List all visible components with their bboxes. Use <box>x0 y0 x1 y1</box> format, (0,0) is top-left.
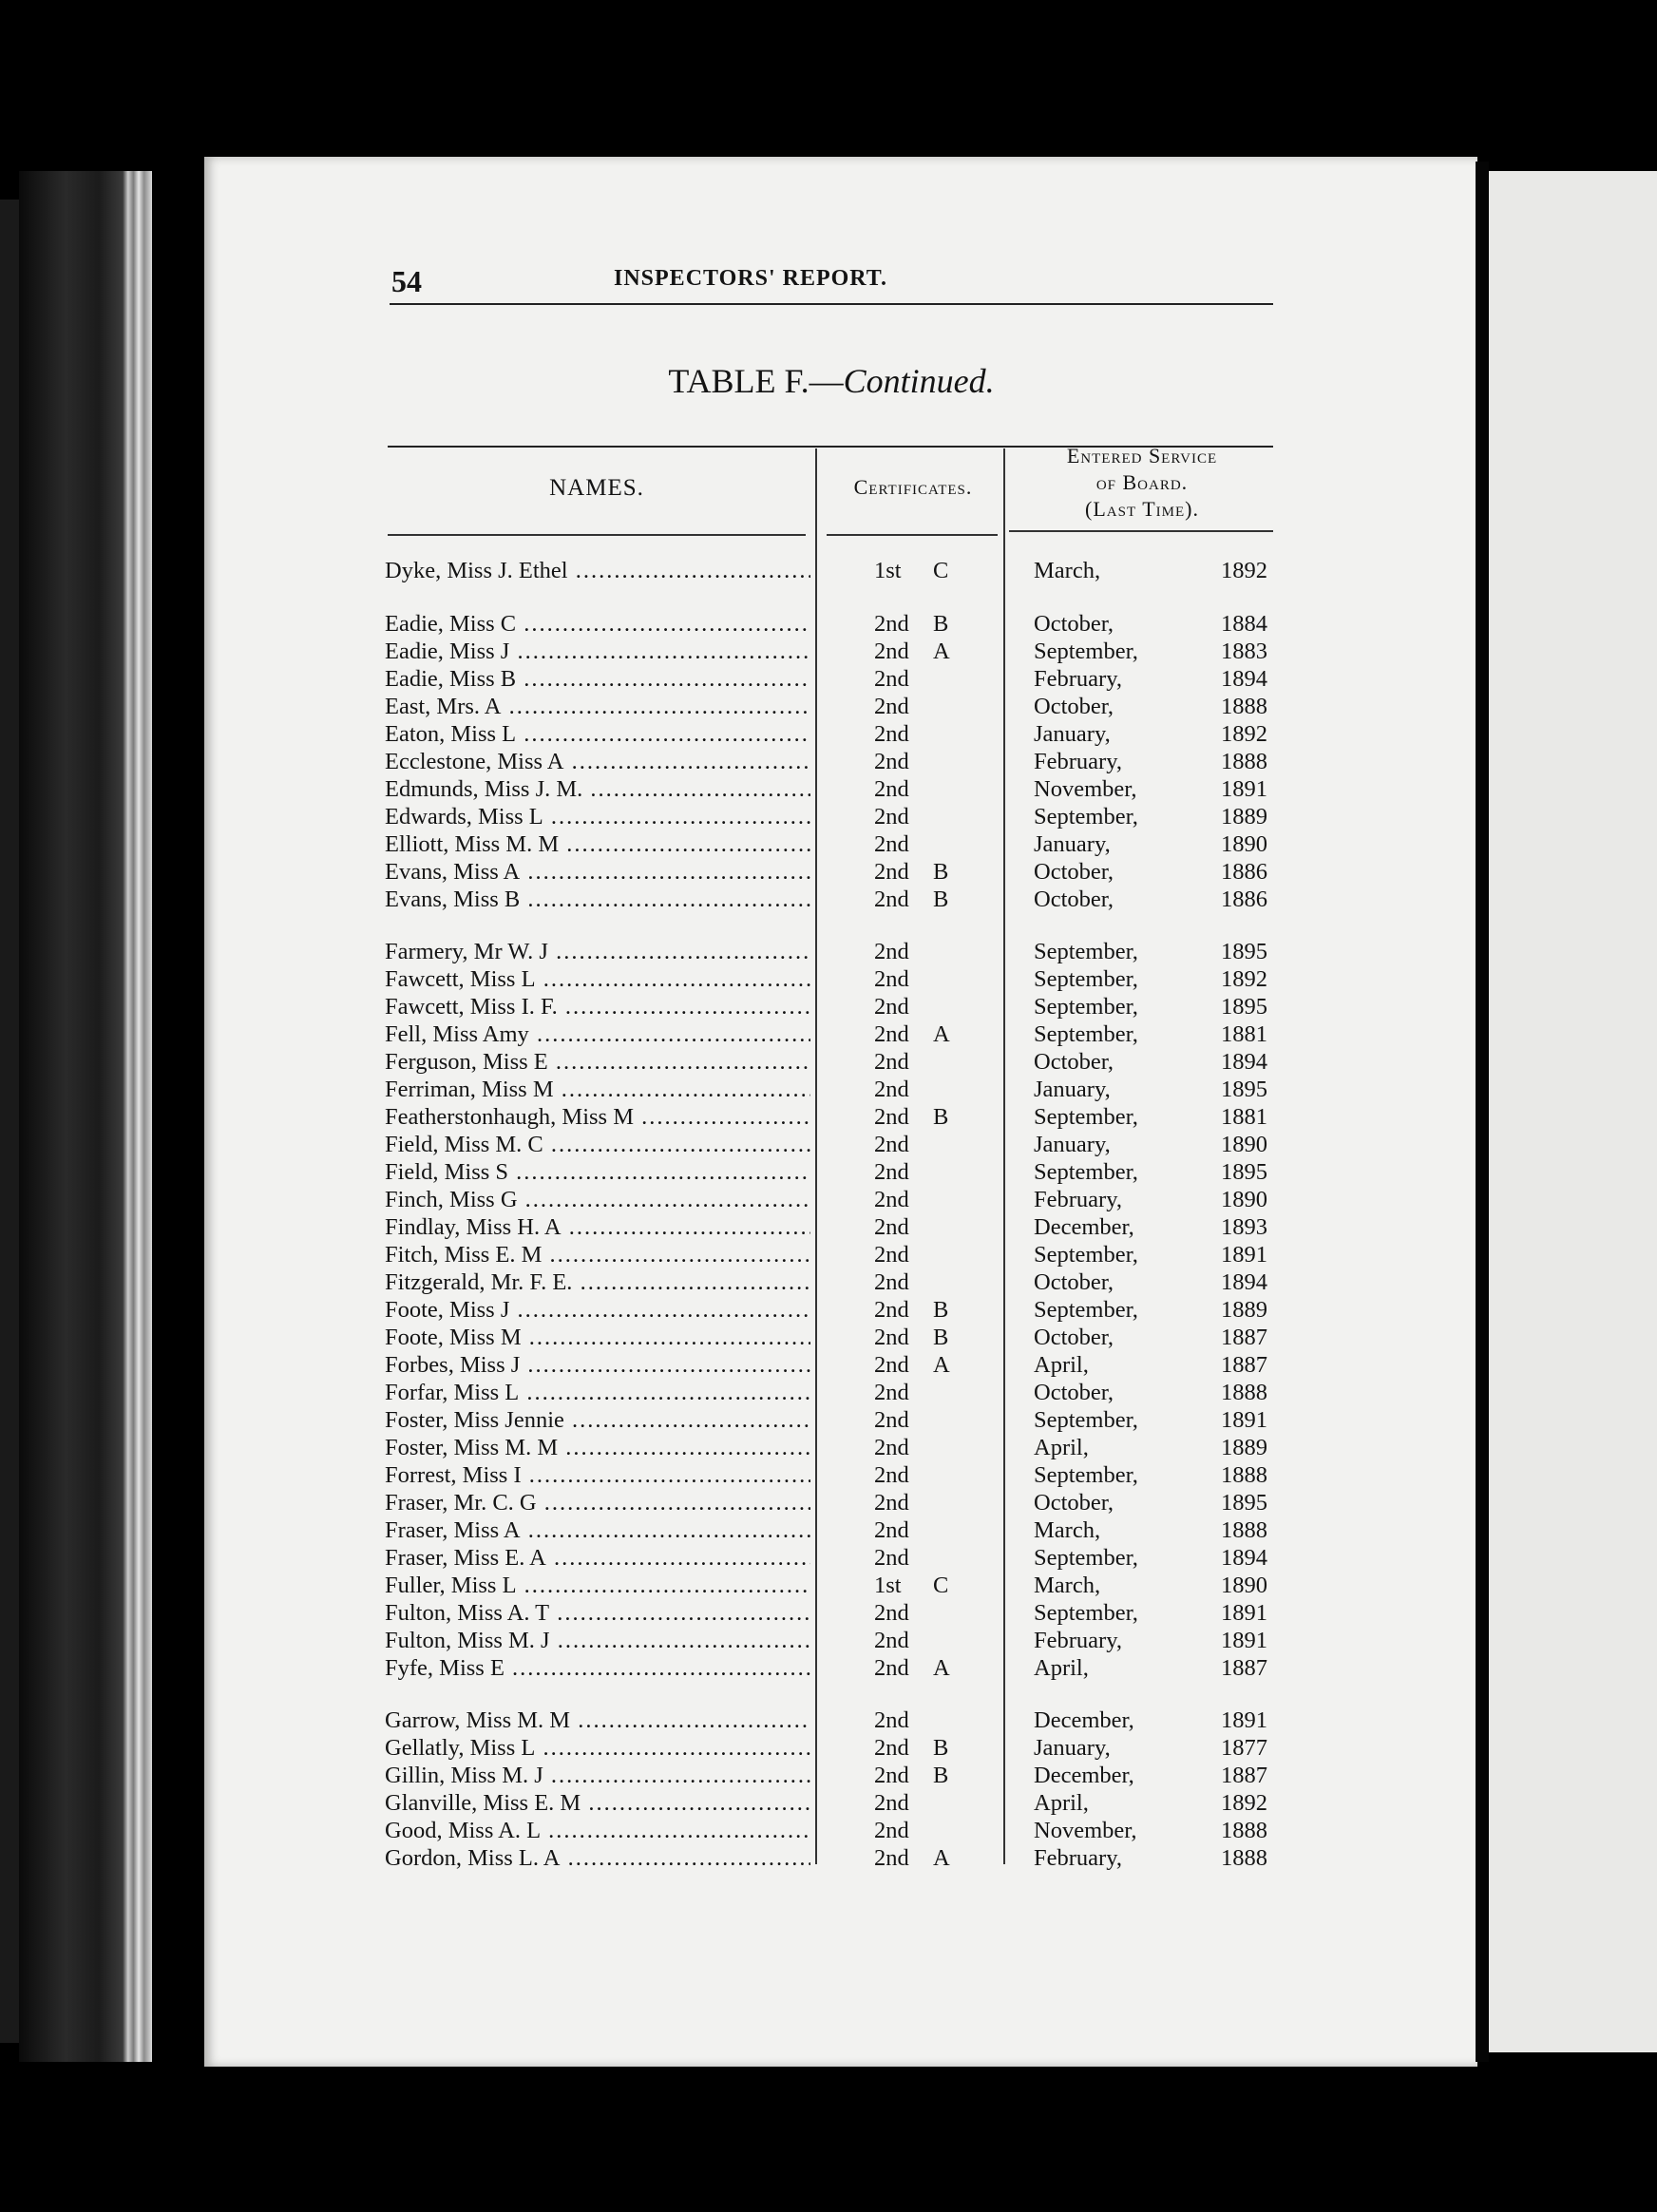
row-grade: A <box>933 1021 950 1047</box>
row-certificate: 1st <box>874 1573 902 1598</box>
row-month: January, <box>1034 1132 1111 1157</box>
row-year: 1890 <box>1221 831 1267 857</box>
row-name: Fulton, Miss A. T ..... <box>385 1600 810 1627</box>
running-head: INSPECTORS' REPORT. <box>614 266 887 291</box>
table-row <box>385 966 1283 994</box>
row-year: 1887 <box>1221 1352 1267 1378</box>
row-month: February, <box>1034 666 1122 692</box>
row-name: Field, Miss S ..... <box>385 1159 810 1186</box>
row-month: December, <box>1034 1707 1134 1733</box>
row-grade: C <box>933 1573 949 1598</box>
row-name: Ferriman, Miss M ..... <box>385 1077 810 1103</box>
row-name: Gillin, Miss M. J ..... <box>385 1763 810 1789</box>
table-row <box>385 994 1283 1021</box>
row-year: 1894 <box>1221 666 1267 692</box>
row-year: 1887 <box>1221 1325 1267 1350</box>
row-name: Fitzgerald, Mr. F. E. ..... <box>385 1269 810 1296</box>
row-month: April, <box>1034 1435 1089 1460</box>
table-row <box>385 1707 1283 1735</box>
table-row <box>385 859 1283 887</box>
header-rule <box>390 303 1273 305</box>
row-month: September, <box>1034 994 1138 1020</box>
row-grade: B <box>933 1104 949 1130</box>
row-year: 1892 <box>1221 558 1267 583</box>
row-name: Finch, Miss G ..... <box>385 1187 810 1213</box>
row-certificate: 2nd <box>874 1352 909 1378</box>
row-name: Fuller, Miss L ..... <box>385 1573 810 1599</box>
table-row <box>385 1214 1283 1242</box>
row-certificate: 2nd <box>874 1077 909 1102</box>
row-certificate: 2nd <box>874 1021 909 1047</box>
row-year: 1892 <box>1221 721 1267 747</box>
row-certificate: 2nd <box>874 1462 909 1488</box>
row-month: October, <box>1034 1380 1114 1405</box>
row-name: Forfar, Miss L ..... <box>385 1380 810 1406</box>
row-certificate: 2nd <box>874 1325 909 1350</box>
row-year: 1892 <box>1221 1790 1267 1816</box>
row-name: Fraser, Mr. C. G ..... <box>385 1490 810 1516</box>
row-year: 1894 <box>1221 1269 1267 1295</box>
row-year: 1895 <box>1221 1077 1267 1102</box>
table-row <box>385 1735 1283 1763</box>
row-year: 1890 <box>1221 1132 1267 1157</box>
row-certificate: 2nd <box>874 1790 909 1816</box>
row-year: 1881 <box>1221 1021 1267 1047</box>
row-year: 1888 <box>1221 749 1267 774</box>
row-certificate: 2nd <box>874 1132 909 1157</box>
row-year: 1884 <box>1221 611 1267 637</box>
row-year: 1891 <box>1221 776 1267 802</box>
row-month: September, <box>1034 1297 1138 1323</box>
table-row <box>385 749 1283 776</box>
table-row <box>385 1600 1283 1628</box>
row-year: 1888 <box>1221 1462 1267 1488</box>
row-month: September, <box>1034 1021 1138 1047</box>
row-certificate: 2nd <box>874 1707 909 1733</box>
row-name: Evans, Miss A ..... <box>385 859 810 886</box>
row-year: 1887 <box>1221 1763 1267 1788</box>
row-name: Fraser, Miss E. A ..... <box>385 1545 810 1572</box>
row-certificate: 2nd <box>874 1297 909 1323</box>
table-row <box>385 887 1283 914</box>
table-row <box>385 776 1283 804</box>
row-year: 1888 <box>1221 1845 1267 1871</box>
table-row <box>385 721 1283 749</box>
row-year: 1895 <box>1221 1159 1267 1185</box>
row-year: 1888 <box>1221 1517 1267 1543</box>
row-name: Edwards, Miss L ..... <box>385 804 810 830</box>
row-certificate: 2nd <box>874 859 909 885</box>
row-certificate: 2nd <box>874 1490 909 1516</box>
table-row <box>385 1407 1283 1435</box>
table-row <box>385 666 1283 694</box>
table-row <box>385 1021 1283 1049</box>
row-certificate: 2nd <box>874 1187 909 1212</box>
row-name: Gordon, Miss L. A ..... <box>385 1845 810 1872</box>
row-month: December, <box>1034 1763 1134 1788</box>
book-gutter <box>1476 162 1489 2062</box>
row-grade: B <box>933 1297 949 1323</box>
row-month: February, <box>1034 1845 1122 1871</box>
row-name: Eadie, Miss B ..... <box>385 666 810 693</box>
certificates-header-rule <box>827 534 998 536</box>
table-row <box>385 1517 1283 1545</box>
row-grade: B <box>933 1735 949 1761</box>
row-year: 1890 <box>1221 1187 1267 1212</box>
row-year: 1886 <box>1221 887 1267 912</box>
row-month: April, <box>1034 1655 1089 1681</box>
row-certificate: 2nd <box>874 1214 909 1240</box>
row-year: 1890 <box>1221 1573 1267 1598</box>
row-certificate: 2nd <box>874 1545 909 1571</box>
row-name: Elliott, Miss M. M ..... <box>385 831 810 858</box>
row-name: Fulton, Miss M. J ..... <box>385 1628 810 1654</box>
row-month: October, <box>1034 1325 1114 1350</box>
table-row <box>385 639 1283 666</box>
table-row <box>385 1462 1283 1490</box>
row-month: April, <box>1034 1352 1089 1378</box>
table-row <box>385 804 1283 831</box>
row-certificate: 2nd <box>874 1269 909 1295</box>
row-month: September, <box>1034 1600 1138 1626</box>
row-month: November, <box>1034 776 1137 802</box>
row-year: 1889 <box>1221 804 1267 830</box>
entered-header-rule <box>1009 530 1273 532</box>
row-certificate: 2nd <box>874 1380 909 1405</box>
row-certificate: 2nd <box>874 1242 909 1268</box>
table-title-continued: Continued. <box>843 362 995 400</box>
row-month: September, <box>1034 1407 1138 1433</box>
row-grade: A <box>933 1655 950 1681</box>
row-certificate: 2nd <box>874 804 909 830</box>
row-name: Ferguson, Miss E ..... <box>385 1049 810 1076</box>
row-year: 1891 <box>1221 1600 1267 1626</box>
row-certificate: 2nd <box>874 1735 909 1761</box>
table-row <box>385 1132 1283 1159</box>
row-month: September, <box>1034 639 1138 664</box>
row-certificate: 2nd <box>874 1628 909 1653</box>
row-month: September, <box>1034 804 1138 830</box>
table-row <box>385 694 1283 721</box>
row-name: Fraser, Miss A ..... <box>385 1517 810 1544</box>
row-certificate: 2nd <box>874 611 909 637</box>
row-grade: B <box>933 611 949 637</box>
column-header-entered-service <box>1009 443 1275 523</box>
row-name: Foster, Miss Jennie ..... <box>385 1407 810 1434</box>
row-month: September, <box>1034 1104 1138 1130</box>
row-month: December, <box>1034 1214 1134 1240</box>
row-month: October, <box>1034 611 1114 637</box>
table-row <box>385 1818 1283 1845</box>
row-name: Dyke, Miss J. Ethel ..... <box>385 558 810 584</box>
row-name: Gellatly, Miss L ..... <box>385 1735 810 1762</box>
row-year: 1887 <box>1221 1655 1267 1681</box>
row-name: Fawcett, Miss I. F. ..... <box>385 994 810 1020</box>
column-header-certificates: Certificates. <box>853 475 973 499</box>
row-month: October, <box>1034 694 1114 719</box>
row-year: 1891 <box>1221 1707 1267 1733</box>
row-grade: B <box>933 1325 949 1350</box>
row-name: Forbes, Miss J ..... <box>385 1352 810 1379</box>
table-row <box>385 1297 1283 1325</box>
table-title <box>380 361 1283 401</box>
row-month: October, <box>1034 1490 1114 1516</box>
row-month: September, <box>1034 939 1138 964</box>
row-month: March, <box>1034 1517 1101 1543</box>
table-row <box>385 1104 1283 1132</box>
table-row <box>385 1242 1283 1269</box>
table-row <box>385 831 1283 859</box>
table-row <box>385 1655 1283 1683</box>
row-name: Evans, Miss B ..... <box>385 887 810 913</box>
row-certificate: 2nd <box>874 1435 909 1460</box>
row-year: 1886 <box>1221 859 1267 885</box>
row-year: 1888 <box>1221 694 1267 719</box>
row-grade: A <box>933 1352 950 1378</box>
row-name: Good, Miss A. L ..... <box>385 1818 810 1844</box>
row-month: January, <box>1034 721 1111 747</box>
table-row <box>385 1628 1283 1655</box>
row-month: March, <box>1034 1573 1101 1598</box>
row-grade: B <box>933 859 949 885</box>
row-name: Eadie, Miss J ..... <box>385 639 810 665</box>
row-month: November, <box>1034 1818 1137 1843</box>
row-name: Featherstonhaugh, Miss M ..... <box>385 1104 810 1131</box>
page-number: 54 <box>391 264 422 298</box>
row-year: 1892 <box>1221 966 1267 992</box>
table-row <box>385 1380 1283 1407</box>
row-year: 1889 <box>1221 1435 1267 1460</box>
row-year: 1888 <box>1221 1380 1267 1405</box>
table-row <box>385 1763 1283 1790</box>
row-certificate: 2nd <box>874 1845 909 1871</box>
row-name: Findlay, Miss H. A ..... <box>385 1214 810 1241</box>
table-row <box>385 1490 1283 1517</box>
table-row <box>385 1187 1283 1214</box>
row-name: Farmery, Mr W. J ..... <box>385 939 810 965</box>
row-year: 1893 <box>1221 1214 1267 1240</box>
row-month: January, <box>1034 831 1111 857</box>
row-year: 1894 <box>1221 1049 1267 1075</box>
row-year: 1895 <box>1221 939 1267 964</box>
row-certificate: 2nd <box>874 1159 909 1185</box>
row-year: 1888 <box>1221 1818 1267 1843</box>
row-month: September, <box>1034 1242 1138 1268</box>
row-year: 1895 <box>1221 994 1267 1020</box>
row-year: 1877 <box>1221 1735 1267 1761</box>
table-row <box>385 1352 1283 1380</box>
row-month: October, <box>1034 1269 1114 1295</box>
table-row <box>385 558 1283 585</box>
row-month: September, <box>1034 966 1138 992</box>
table-row <box>385 1325 1283 1352</box>
row-month: March, <box>1034 558 1101 583</box>
entered-line-1: Entered Service <box>1066 444 1218 467</box>
names-header-rule <box>388 534 806 536</box>
row-grade: B <box>933 1763 949 1788</box>
row-year: 1883 <box>1221 639 1267 664</box>
table-row <box>385 1269 1283 1297</box>
row-month: February, <box>1034 1628 1122 1653</box>
table-row <box>385 1845 1283 1873</box>
row-month: October, <box>1034 887 1114 912</box>
table-row <box>385 1077 1283 1104</box>
row-year: 1895 <box>1221 1490 1267 1516</box>
row-name: Ecclestone, Miss A ..... <box>385 749 810 775</box>
row-name: Fell, Miss Amy ..... <box>385 1021 810 1048</box>
row-certificate: 2nd <box>874 666 909 692</box>
row-certificate: 2nd <box>874 1049 909 1075</box>
row-certificate: 2nd <box>874 831 909 857</box>
table-row <box>385 1159 1283 1187</box>
row-month: September, <box>1034 1159 1138 1185</box>
row-name: Forrest, Miss I ..... <box>385 1462 810 1489</box>
row-certificate: 2nd <box>874 1655 909 1681</box>
row-certificate: 2nd <box>874 966 909 992</box>
row-month: February, <box>1034 1187 1122 1212</box>
row-certificate: 2nd <box>874 1407 909 1433</box>
row-month: January, <box>1034 1735 1111 1761</box>
row-month: April, <box>1034 1790 1089 1816</box>
row-month: October, <box>1034 1049 1114 1075</box>
row-certificate: 2nd <box>874 1517 909 1543</box>
row-month: January, <box>1034 1077 1111 1102</box>
row-year: 1894 <box>1221 1545 1267 1571</box>
row-grade: A <box>933 639 950 664</box>
row-name: Fyfe, Miss E ..... <box>385 1655 810 1682</box>
row-name: East, Mrs. A ..... <box>385 694 810 720</box>
row-name: Field, Miss M. C ..... <box>385 1132 810 1158</box>
row-name: Fitch, Miss E. M ..... <box>385 1242 810 1268</box>
row-name: Foote, Miss J ..... <box>385 1297 810 1324</box>
row-certificate: 2nd <box>874 1104 909 1130</box>
row-name: Foote, Miss M ..... <box>385 1325 810 1351</box>
table-row <box>385 1435 1283 1462</box>
row-year: 1891 <box>1221 1628 1267 1653</box>
page-edges <box>19 171 152 2062</box>
facing-page <box>1489 171 1657 2052</box>
row-name: Fawcett, Miss L ..... <box>385 966 810 993</box>
table-row <box>385 1049 1283 1077</box>
row-year: 1889 <box>1221 1297 1267 1323</box>
entered-line-2: of Board. <box>1095 470 1189 494</box>
row-name: Garrow, Miss M. M ..... <box>385 1707 810 1734</box>
row-certificate: 2nd <box>874 721 909 747</box>
row-month: February, <box>1034 749 1122 774</box>
table-title-main: TABLE F.— <box>668 362 844 400</box>
row-name: Eadie, Miss C ..... <box>385 611 810 638</box>
row-certificate: 2nd <box>874 749 909 774</box>
row-grade: A <box>933 1845 950 1871</box>
row-name: Glanville, Miss E. M ..... <box>385 1790 810 1817</box>
row-year: 1881 <box>1221 1104 1267 1130</box>
row-certificate: 1st <box>874 558 902 583</box>
row-month: September, <box>1034 1545 1138 1571</box>
table-row <box>385 1573 1283 1600</box>
row-name: Eaton, Miss L ..... <box>385 721 810 748</box>
table-row <box>385 611 1283 639</box>
table-row <box>385 939 1283 966</box>
row-name: Edmunds, Miss J. M. ..... <box>385 776 810 803</box>
row-certificate: 2nd <box>874 994 909 1020</box>
column-header-names: NAMES. <box>549 475 644 501</box>
row-grade: C <box>933 558 949 583</box>
row-certificate: 2nd <box>874 776 909 802</box>
row-year: 1891 <box>1221 1407 1267 1433</box>
row-certificate: 2nd <box>874 1818 909 1843</box>
row-certificate: 2nd <box>874 1600 909 1626</box>
row-name: Foster, Miss M. M ..... <box>385 1435 810 1461</box>
row-certificate: 2nd <box>874 639 909 664</box>
table-row <box>385 1545 1283 1573</box>
row-certificate: 2nd <box>874 694 909 719</box>
entered-line-3: (Last Time). <box>1085 497 1199 521</box>
row-certificate: 2nd <box>874 939 909 964</box>
row-month: September, <box>1034 1462 1138 1488</box>
row-certificate: 2nd <box>874 887 909 912</box>
row-month: October, <box>1034 859 1114 885</box>
row-year: 1891 <box>1221 1242 1267 1268</box>
row-certificate: 2nd <box>874 1763 909 1788</box>
table-row <box>385 1790 1283 1818</box>
row-grade: B <box>933 887 949 912</box>
